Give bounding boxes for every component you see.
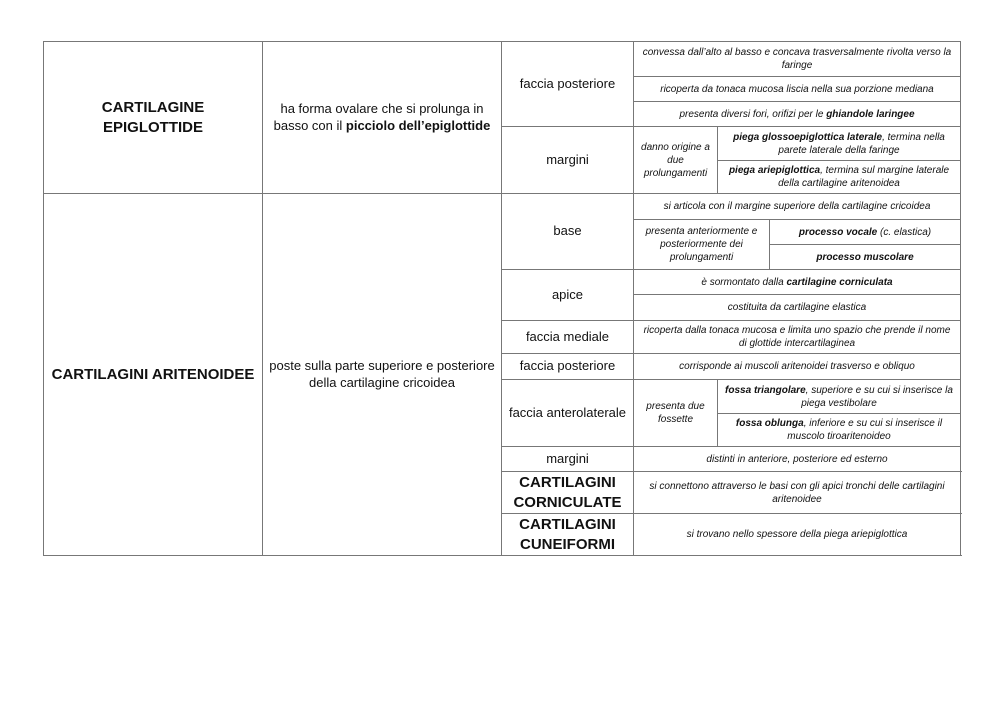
aritenoidee-faccia-mediale-text: ricoperta dalla tonaca mucosa e limita uno spazio che prende il nome di glottide intercartilaginea [634, 321, 961, 354]
aritenoidee-desc: poste sulla parte superiore e posteriore della cartilagine cricoidea [263, 194, 502, 556]
aritenoidee-processo-vocale: processo vocale (c. elastica) [770, 220, 961, 245]
aritenoidee-margini-label: margini [502, 447, 634, 472]
corniculate-text: si connettono attraverso le basi con gli apici tronchi delle cartilagini aritenoidee [634, 472, 961, 514]
aritenoidee-margini-text: distinti in anteriore, posteriore ed esterno [634, 447, 961, 472]
aritenoidee-faccia-mediale-label: faccia mediale [502, 321, 634, 354]
epiglottide-fp-item-1: convessa dall’alto al basso e concava trasversalmente rivolta verso la faringe [634, 42, 961, 77]
epiglottide-margini-item-2: piega ariepiglottica, termina sul margine laterale della cartilagine aritenoidea [718, 161, 961, 194]
aritenoidee-apice-item-1: è sormontato dalla cartilagine corniculata [634, 270, 961, 295]
aritenoidee-faccia-posteriore-text: corrisponde ai muscoli aritenoidei trasverso e obliquo [634, 354, 961, 380]
aritenoidee-fossa-triangolare: fossa triangolare, superiore e su cui si inserisce la piega vestibolare [718, 380, 961, 414]
cartilage-table [43, 41, 961, 556]
aritenoidee-title: CARTILAGINI ARITENOIDEE [44, 194, 263, 556]
aritenoidee-base-label: base [502, 194, 634, 270]
aritenoidee-fossa-oblunga: fossa oblunga, inferiore e su cui si inserisce il muscolo tiroaritenoideo [718, 414, 961, 447]
aritenoidee-processo-muscolare: processo muscolare [770, 245, 961, 270]
cuneiformi-title: CARTILAGINI CUNEIFORMI [502, 514, 634, 556]
epiglottide-fp-item-3: presenta diversi fori, orifizi per le ghiandole laringee [634, 102, 961, 127]
aritenoidee-base-item-1: si articola con il margine superiore della cartilagine cricoidea [634, 194, 961, 220]
epiglottide-title: CARTILAGINE EPIGLOTTIDE [44, 42, 263, 194]
epiglottide-fp-item-2: ricoperta da tonaca mucosa liscia nella sua porzione mediana [634, 77, 961, 102]
aritenoidee-apice-label: apice [502, 270, 634, 321]
epiglottide-margini-item-1: piega glossoepiglottica laterale, termina nella parete laterale della faringe [718, 127, 961, 161]
aritenoidee-faccia-anterolaterale-label: faccia anterolaterale [502, 380, 634, 447]
epiglottide-desc: ha forma ovalare che si prolunga in basso con il picciolo dell’epiglottide [263, 42, 502, 194]
aritenoidee-apice-item-2: costituita da cartilagine elastica [634, 295, 961, 321]
cuneiformi-text: si trovano nello spessore della piega ariepiglottica [634, 514, 961, 556]
aritenoidee-base-mid: presenta anteriormente e posteriormente dei prolungamenti [634, 220, 770, 270]
corniculate-title: CARTILAGINI CORNICULATE [502, 472, 634, 514]
epiglottide-margini-label: margini [502, 127, 634, 194]
epiglottide-faccia-posteriore-label: faccia posteriore [502, 42, 634, 127]
aritenoidee-faccia-posteriore-label: faccia posteriore [502, 354, 634, 380]
aritenoidee-anterolaterale-mid: presenta due fossette [634, 380, 718, 447]
epiglottide-margini-mid: danno origine a due prolungamenti [634, 127, 718, 194]
